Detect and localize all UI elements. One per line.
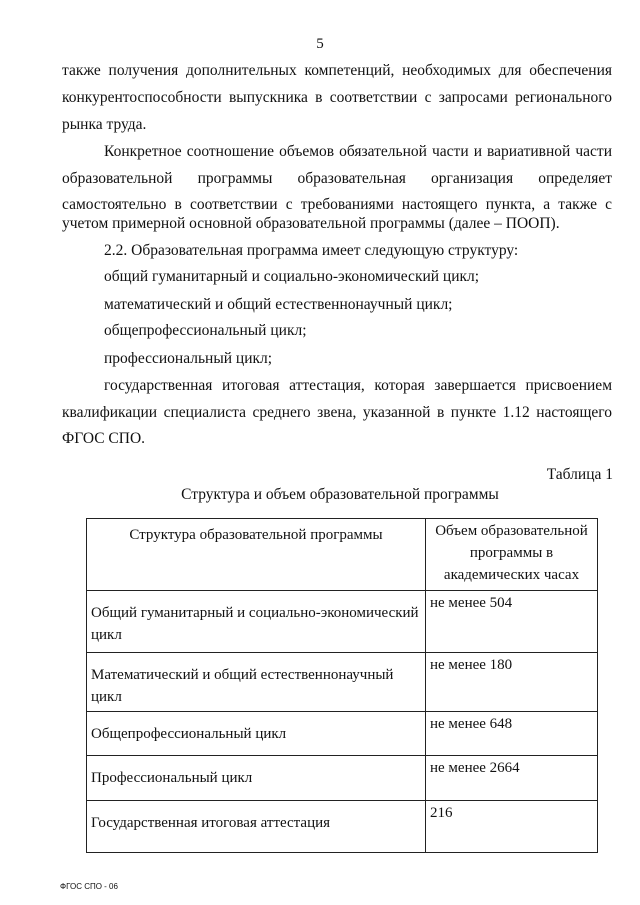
footer-code: ФГОС СПО - 06 xyxy=(60,882,118,891)
cell-volume: не менее 180 xyxy=(426,653,598,712)
cell-structure: Математический и общий естественнонаучный цикл xyxy=(87,653,426,712)
text-line: рынка труда. xyxy=(62,116,147,133)
table-header-row xyxy=(87,519,598,591)
table-row xyxy=(87,800,598,852)
program-structure-table xyxy=(86,518,598,853)
page-number: 5 xyxy=(316,36,324,52)
text-line: образовательной программы образовательная организация определяет xyxy=(62,170,612,187)
text-line: самостоятельно в соответствии с требованиями настоящего пункта, а также с xyxy=(62,196,612,213)
text-line: Конкретное соотношение объемов обязательной части и вариативной части xyxy=(104,143,612,160)
header-structure: Структура образовательной программы xyxy=(87,519,426,591)
text-line: государственная итоговая аттестация, которая завершается присвоением xyxy=(104,377,612,394)
cell-structure: Профессиональный цикл xyxy=(87,755,426,800)
cell-structure: Общепрофессиональный цикл xyxy=(87,711,426,755)
text-line: учетом примерной основной образовательной программы (далее – ПООП). xyxy=(62,215,560,232)
cell-volume: не менее 648 xyxy=(426,711,598,755)
table-title: Структура и объем образовательной программы xyxy=(181,486,499,503)
table-row xyxy=(87,591,598,653)
text-line: 2.2. Образовательная программа имеет следующую структуру: xyxy=(104,242,519,259)
text-line: профессиональный цикл; xyxy=(104,350,273,367)
table-row xyxy=(87,653,598,712)
text-line: математический и общий естественнонаучный цикл; xyxy=(104,296,453,313)
cell-volume: 216 xyxy=(426,800,598,852)
cell-structure: Государственная итоговая аттестация xyxy=(87,800,426,852)
text-line: также получения дополнительных компетенций, необходимых для обеспечения xyxy=(62,62,612,79)
table-label: Таблица 1 xyxy=(546,466,613,483)
text-line: квалификации специалиста среднего звена, указанной в пункте 1.12 настоящего xyxy=(62,404,612,421)
text-line: ФГОС СПО. xyxy=(62,430,146,447)
header-volume: Объем образовательной программы в академических часах xyxy=(426,519,598,591)
cell-volume: не менее 2664 xyxy=(426,755,598,800)
table-row xyxy=(87,711,598,755)
text-line: общий гуманитарный и социально-экономический цикл; xyxy=(104,268,480,285)
cell-structure: Общий гуманитарный и социально-экономический цикл xyxy=(87,591,426,653)
cell-volume: не менее 504 xyxy=(426,591,598,653)
text-line: общепрофессиональный цикл; xyxy=(104,322,307,339)
text-line: конкурентоспособности выпускника в соответствии с запросами регионального xyxy=(62,89,612,106)
table-row xyxy=(87,755,598,800)
